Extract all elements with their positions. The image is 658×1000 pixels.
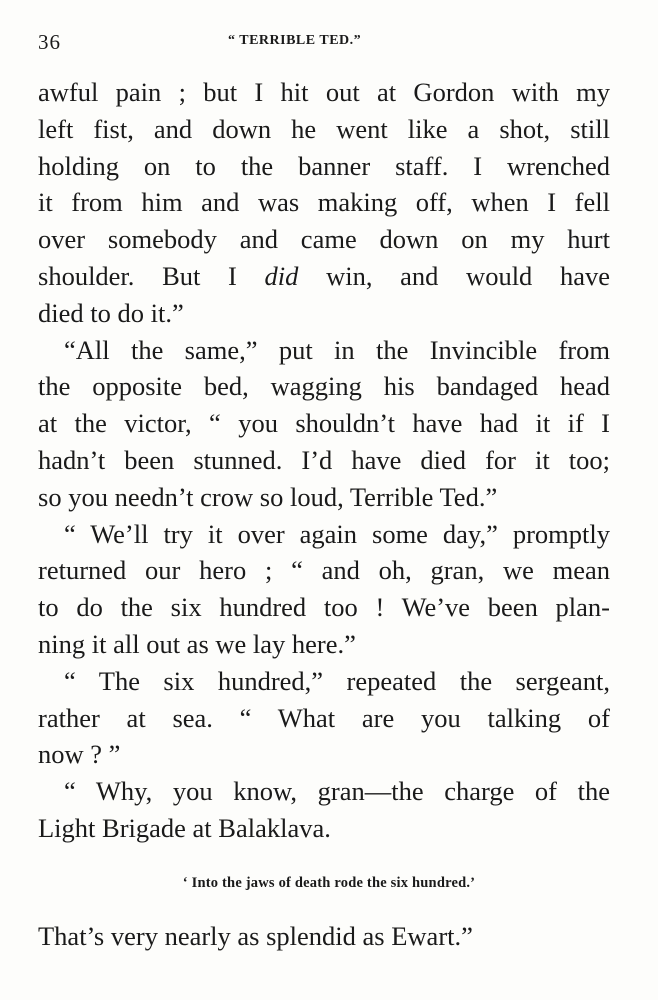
text-line: it from him and was making off, when I fell — [38, 187, 610, 218]
text-fragment: shoulder. But I — [38, 260, 237, 291]
quotation-line: ‘ Into the jaws of death rode the six hundred.’ — [182, 875, 476, 891]
text-line: left fist, and down he went like a shot, still — [38, 113, 610, 144]
italic-word: did — [264, 260, 299, 291]
text-line: at the victor, “ you shouldn’t have had it if I — [38, 408, 610, 439]
text-line: holding on to the banner staff. I wrenched — [38, 150, 610, 181]
paragraph-start-line: “ We’ll try it over again some day,” promptly — [64, 518, 610, 549]
running-head — [38, 30, 608, 54]
body-text — [38, 74, 610, 847]
paragraph-start-line: “ Why, you know, gran—the charge of the — [64, 776, 610, 807]
text-line: rather at sea. “ What are you talking of — [38, 702, 610, 733]
text-line: over somebody and came down on my hurt — [38, 224, 610, 255]
text-line: hadn’t been stunned. I’d have died for it too; — [38, 444, 610, 475]
text-fragment: win, and would have — [298, 260, 610, 291]
paragraph-start-line: “ The six hundred,” repeated the sergeant, — [64, 665, 610, 696]
text-line: Light Brigade at Balaklava. — [38, 812, 331, 843]
text-line: died to do it.” — [38, 297, 184, 328]
text-line: to do the six hundred too ! We’ve been plan- — [38, 592, 610, 623]
text-line: returned our hero ; “ and oh, gran, we mean — [38, 555, 610, 586]
paragraph-start-line: “All the same,” put in the Invincible from — [64, 334, 610, 365]
text-line: the opposite bed, wagging his bandaged head — [38, 371, 610, 402]
text-line: ning it all out as we lay here.” — [38, 628, 356, 659]
running-title: “ TERRIBLE TED.” — [228, 33, 362, 48]
text-line: awful pain ; but I hit out at Gordon with my — [38, 77, 610, 107]
text-line: now ? ” — [38, 739, 121, 770]
closing-line: That’s very nearly as splendid as Ewart.” — [38, 921, 473, 951]
text-line: so you needn’t crow so loud, Terrible Ted.” — [38, 481, 498, 512]
text-line-with-italic — [38, 258, 610, 295]
page-number: 36 — [38, 30, 61, 54]
